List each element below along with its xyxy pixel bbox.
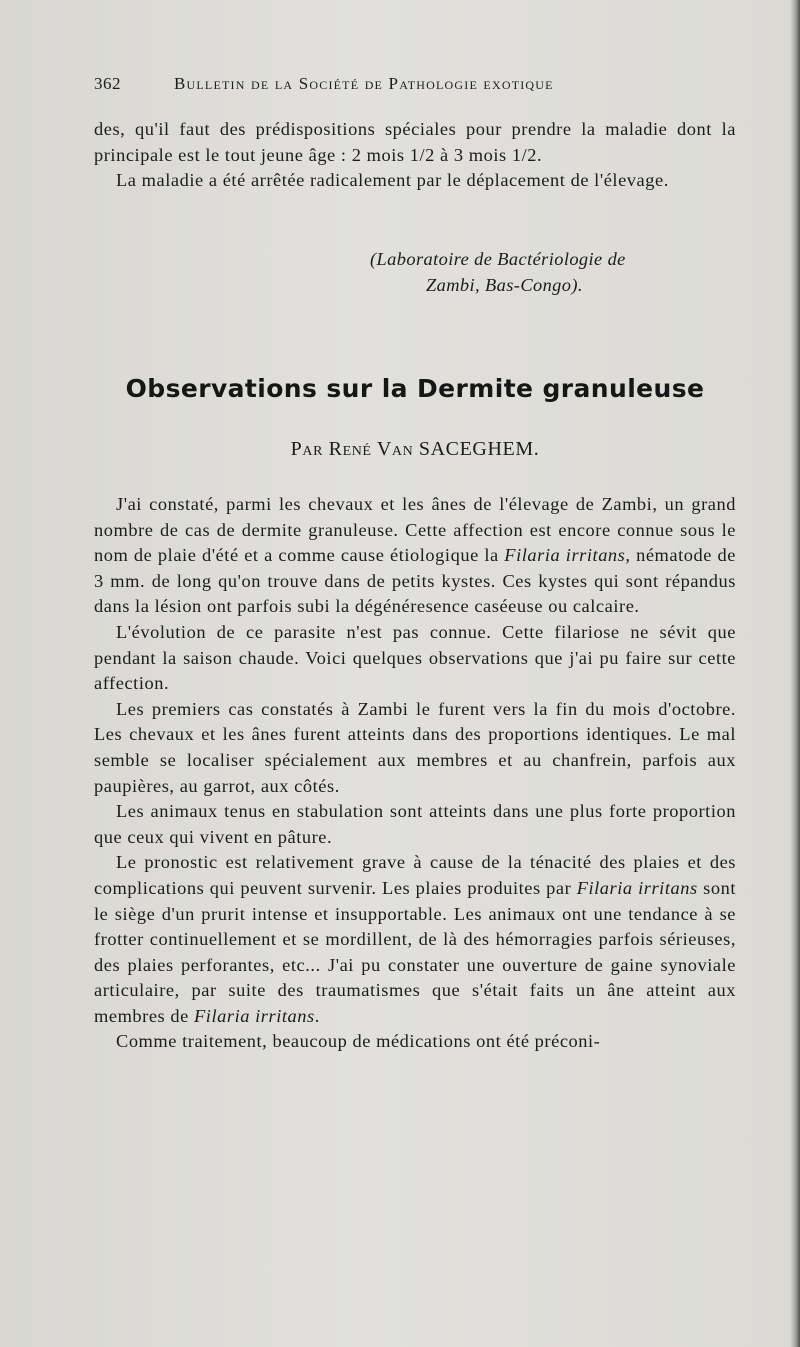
affiliation — [370, 247, 710, 298]
intro-text — [94, 117, 736, 194]
affiliation-line-2: Zambi, Bas-Congo). — [426, 274, 583, 295]
body-paragraph-3: Les premiers cas constatés à Zambi le furent vers la fin du mois d'octobre. Les chevaux et les ânes furent atteints dans des proportions identiques. Le mal semble se localiser spécialement aux membres et au chanfrein, parfois aux paupières, au garrot, aux côtés. — [94, 698, 736, 796]
body-paragraph-5-text-c: . — [314, 1005, 320, 1026]
body-paragraph-4: Les animaux tenus en stabulation sont atteints dans une plus forte proportion que ceux qui vivent en pâture. — [94, 801, 736, 847]
body-paragraph-5-species-2: Filaria irritans — [194, 1005, 315, 1026]
body-paragraph-1-text-b: , nématode de 3 mm. de long qu'on trouve dans de petits kystes. Ces kystes qui sont répandus dans la lésion ont parfois subi la dégénéresence caséeuse ou calcaire. — [94, 545, 736, 617]
article-author — [94, 438, 736, 461]
body-paragraph-1-text-a: J'ai constaté, parmi les chevaux et les ânes de l'élevage de Zambi, un grand nombre de cas de dermite granuleuse. Cette affection est encore connue sous le nom de plaie d'été et a comme cause étiologique la — [94, 494, 736, 566]
intro-paragraph-2: La maladie a été arrêtée radicalement par le déplacement de l'élevage. — [116, 170, 669, 191]
intro-paragraph-1: des, qu'il faut des prédispositions spéciales pour prendre la maladie dont la principale est le tout jeune âge : 2 mois 1/2 à 3 mois 1/2. — [94, 119, 736, 165]
body-paragraph-5-text-a: Le pronostic est relativement grave à cause de la ténacité des plaies et des complications qui peuvent survenir. Les plaies produites par — [94, 852, 736, 898]
running-head: Bulletin de la Société de Pathologie exotique — [174, 74, 554, 93]
body-paragraph-1-species: Filaria irritans — [504, 545, 626, 566]
body-paragraph-2: L'évolution de ce parasite n'est pas connue. Cette filariose ne sévit que pendant la saison chaude. Voici quelques observations que j'ai pu faire sur cette affection. — [94, 621, 736, 694]
body-paragraph-1 — [94, 492, 736, 620]
article-body — [94, 492, 736, 1055]
affiliation-line-1: (Laboratoire de Bactériologie de — [370, 249, 626, 269]
body-paragraph-5-text-b: sont le siège d'un prurit intense et insupportable. Les animaux ont une tendance à se frotter continuellement et se mordillent, de là des hémorragies parfois sérieuses, des plaies perforantes, etc... J'ai pu constater une ouverture de gaine synoviale articulaire, par suite des traumatismes que s'était faits un âne atteint aux membres de — [94, 877, 736, 1026]
page-header — [94, 74, 734, 98]
article-title: Observations sur la Dermite granuleuse — [125, 374, 705, 403]
page-edge-shadow — [790, 0, 800, 1347]
body-paragraph-6: Comme traitement, beaucoup de médications ont été préconi- — [116, 1031, 601, 1052]
body-paragraph-5-species-1: Filaria irritans — [576, 877, 698, 898]
page-number: 362 — [94, 74, 121, 93]
author-name: SACEGHEM. — [418, 438, 540, 460]
author-prefix: Par René Van — [290, 438, 414, 460]
body-paragraph-5 — [94, 850, 736, 1029]
